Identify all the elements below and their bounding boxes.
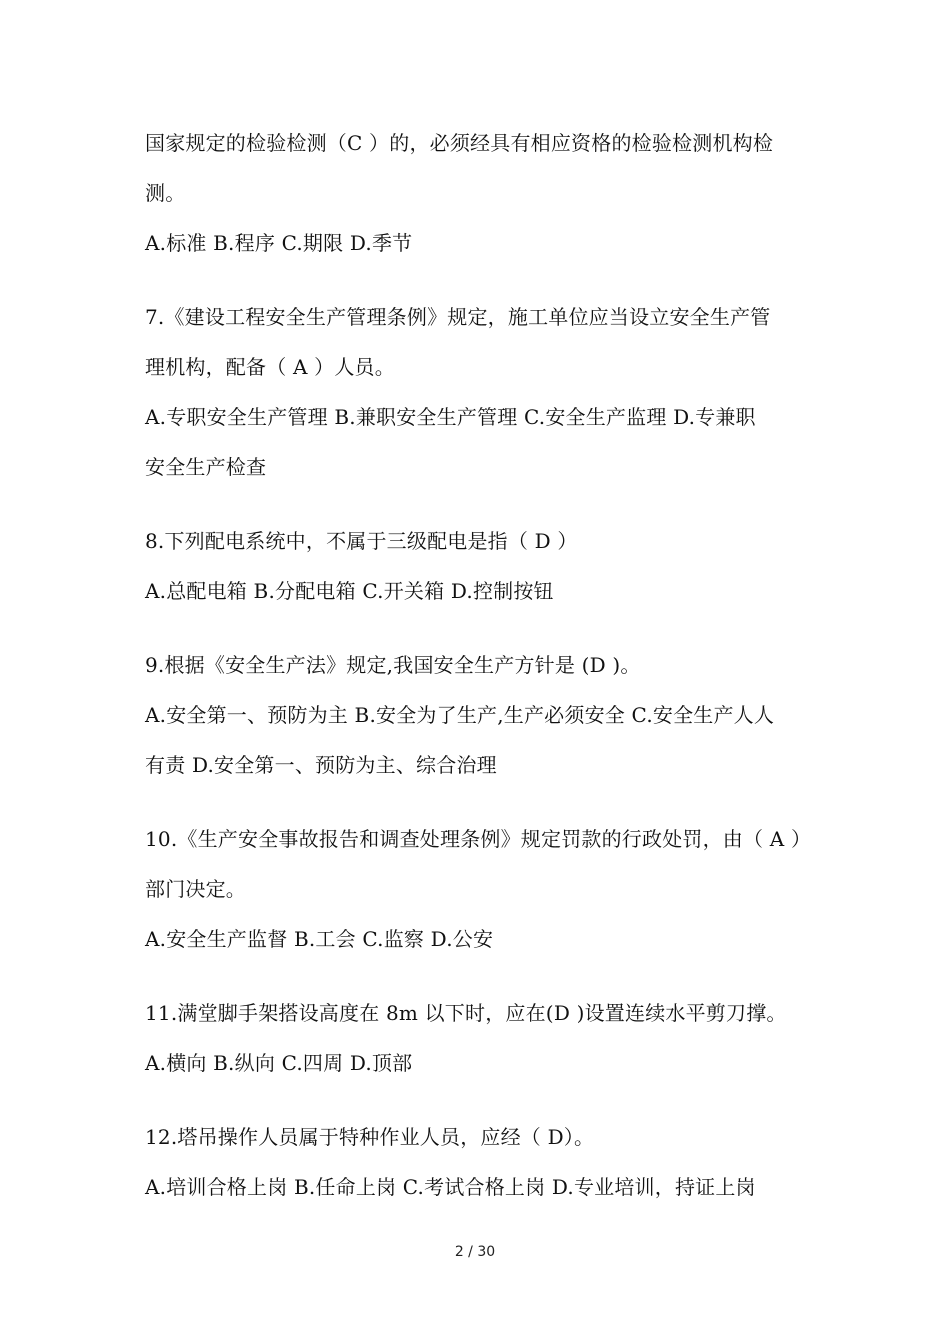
question-12: 12.塔吊操作人员属于特种作业人员，应经（ D）。 xyxy=(145,1125,595,1149)
answer-options: A.总配电箱 B.分配电箱 C.开关箱 D.控制按钮 xyxy=(145,579,554,603)
question-10: 10.《生产安全事故报告和调查处理条例》规定罚款的行政处罚，由（ A ） xyxy=(145,827,812,851)
question-7: 7.《建设工程安全生产管理条例》规定，施工单位应当设立安全生产管 xyxy=(145,305,771,329)
question-gap xyxy=(145,268,815,292)
answer-options: A.安全生产监督 B.工会 C.监察 D.公安 xyxy=(145,927,494,951)
answer-options: A.安全第一、预防为主 B.安全为了生产,生产必须安全 C.安全生产人人 xyxy=(145,703,775,727)
text-line: 国家规定的检验检测（C ）的，必须经具有相应资格的检验检测机构检 xyxy=(145,131,774,155)
question-gap xyxy=(145,964,815,988)
question-gap xyxy=(145,790,815,814)
page-number: 2 / 30 xyxy=(454,1244,496,1260)
answer-options: A.标准 B.程序 C.期限 D.季节 xyxy=(145,231,413,255)
question-9: 9.根据《安全生产法》规定,我国安全生产方针是 (D )。 xyxy=(145,653,641,677)
document-body xyxy=(145,118,815,1212)
question-gap xyxy=(145,1088,815,1112)
text-line: 有责 D.安全第一、预防为主、综合治理 xyxy=(145,753,497,777)
answer-options: A.专职安全生产管理 B.兼职安全生产管理 C.安全生产监理 D.专兼职 xyxy=(145,405,756,429)
text-line: 测。 xyxy=(145,181,186,205)
question-gap xyxy=(145,492,815,516)
question-8: 8.下列配电系统中，不属于三级配电是指（ D ） xyxy=(145,529,578,553)
text-line: 部门决定。 xyxy=(145,877,246,901)
question-gap xyxy=(145,616,815,640)
answer-options: A.横向 B.纵向 C.四周 D.顶部 xyxy=(145,1051,413,1075)
text-line: 理机构，配备（ A ）人员。 xyxy=(145,355,395,379)
question-11: 11.满堂脚手架搭设高度在 8m 以下时，应在(D )设置连续水平剪刀撑。 xyxy=(145,1001,787,1025)
answer-options: A.培训合格上岗 B.任命上岗 C.考试合格上岗 D.专业培训，持证上岗 xyxy=(145,1175,756,1199)
text-line: 安全生产检查 xyxy=(145,455,267,479)
